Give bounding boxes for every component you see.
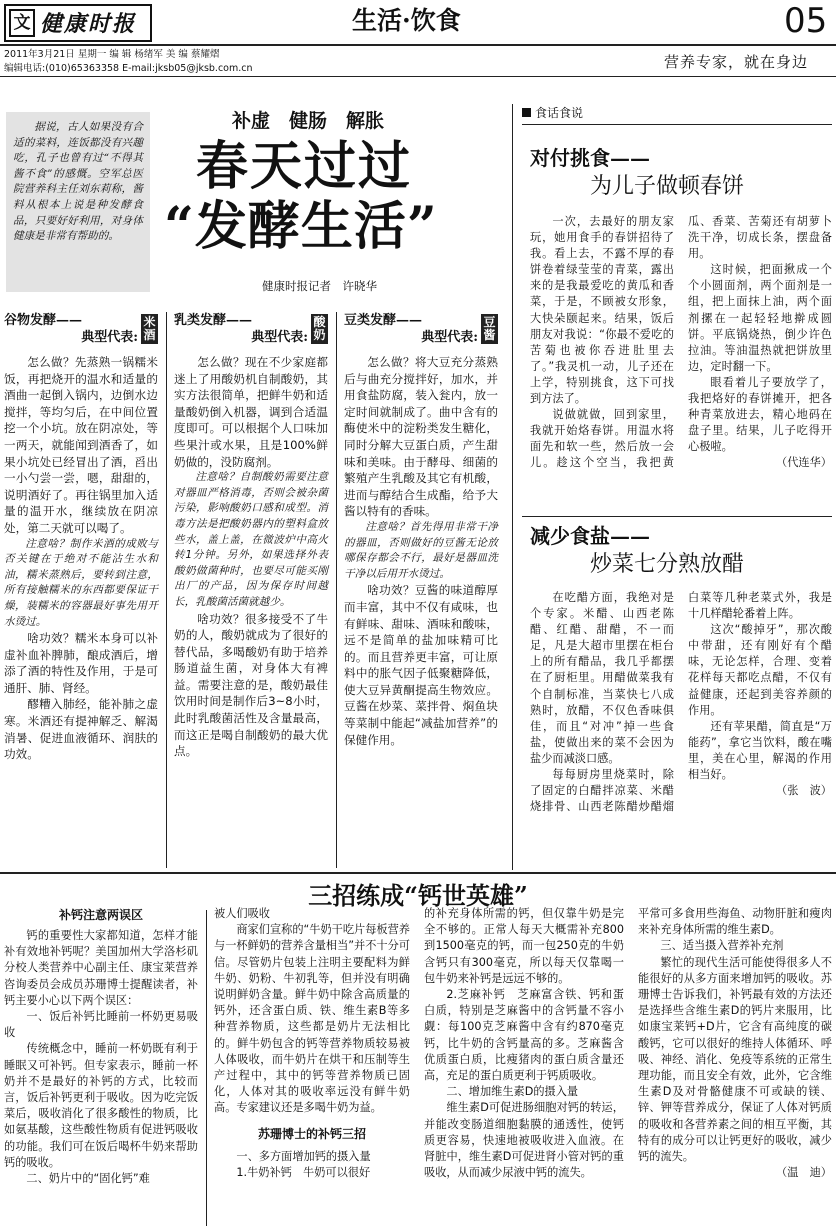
paragraph: 在吃醋方面，我绝对是个专家。米醋、山西老陈醋、红醋、甜醋，不一而足，凡是大超市里摆在柜台上的所有醋品，我几乎都摆在了厨柜里。用醋做菜我有个自制标准，当菜快七八成熟时，放醋，不仅色香味俱佳，而且“对冲”掉一些食盐，使做出来的菜不会因为盐少而减淡口感。	[530, 591, 674, 765]
column-title: 乳类发酵——	[174, 313, 253, 328]
paragraph: 传统概念中，睡前一杯奶既有利于睡眠又可补钙。但专家表示，睡前一杯奶并不是最好的补钙的方式，比较而言，饭后补钙更利于吸收。因为吃完饭菜后，吸收消化了很多酸性的物质，比如氨基酸，这些酸性物质有促进钙吸收的功能。我们可在饭后喝杯牛奶来帮助钙的吸收。	[4, 1042, 198, 1169]
newspaper-logo-icon: 文	[9, 9, 35, 37]
column-subtitle: 典型代表:	[81, 330, 138, 345]
paragraph: 说做就做，回到家里，我就开始烙春饼。用温水将面先和软一些，然后放一会儿。趁这个空当，我把黄瓜、香菜、苦菊还有胡萝卜洗干净，切成长条，摆盘备用。	[530, 215, 832, 470]
masthead-bottom-rule	[0, 76, 836, 77]
column-yogurt	[174, 312, 328, 760]
lead-kicker: 补虚 健肠 解胀	[232, 110, 385, 132]
column-heading	[344, 312, 498, 350]
bottom-col-4	[638, 906, 832, 1181]
paragraph: 这时候，把面揪成一个个小圆面剂，两个面剂是一组，把上面抹上油，两个面剂摞在一起轻轻地擀成圆饼。平底锅烧热，倒少许色拉油。等油温热就把饼放里边，定时翻一下。	[688, 263, 832, 373]
paragraph: 怎么做？将大豆充分蒸熟后与曲充分搅拌好，加水，并用食盐防腐，装入瓮内，放一定时间就制成了。曲中含有的酶使米中的淀粉类发生糖化，同时分解大豆蛋白质，产生甜味和美味。由于酵母、细菌的繁殖产生乳酸及其它有机酸，进而与醇结合生成酯，给予大酱以特有的香味。	[344, 355, 498, 519]
article-author: （温 迪）	[776, 1166, 832, 1180]
column-body	[4, 354, 158, 763]
column-badge: 豆酱	[481, 314, 498, 344]
note-paragraph: 注意啥？首先得用非常干净的器皿，否则做好的豆酱无论放哪保存都会不行，最好是器皿洗干净以后用开水烫过。	[344, 520, 498, 580]
logo-text: 健康时报	[40, 11, 137, 37]
column-subtitle: 典型代表:	[251, 330, 308, 345]
issue-info: 2011年3月21日 星期一 编 辑 杨绪军 美 编 蔡耀熠	[4, 49, 220, 60]
column-divider	[206, 910, 207, 1226]
contact-info: 编辑电话:(010)65363358 E-mail:jksb05@jksb.com.cn	[4, 63, 253, 74]
paragraph: 每每厨房里烧菜时，除了固定的白醋拌凉菜、米醋烧排骨、山西老陈醋炒醋熘白菜等几种老菜式外，我是十几样醋轮番着上阵。	[530, 591, 832, 814]
note-paragraph: 注意啥？自制酸奶需要注意对器皿严格消毒，否则会被杂菌污染，影响酸奶口感和成型。消毒方法是把酸奶器内的塑料盒放些水，盖上盖，在微波炉中高火转1分钟。另外，如果选择外表酸奶做菌种时，也要尽可能买刚出厂的产品，因为保存时间越长，乳酸菌活菌就越少。	[174, 471, 328, 608]
paragraph: 2.芝麻补钙 芝麻富含铁、钙和蛋白质，特别是芝麻酱中的含钙量不容小觑：每100克芝麻酱中含有约870毫克钙，比牛奶的含钙量高的多。芝麻酱含优质蛋白质，比瘦猪肉的蛋白质含量还高，充足的蛋白质更利于钙质吸收。	[424, 988, 624, 1083]
paragraph: 1.牛奶补钙 牛奶可以很好	[236, 1165, 371, 1179]
column-body	[174, 354, 328, 760]
paragraph: 平常可多食用些海鱼、动物肝脏和瘦肉来补充身体所需的维生素D。	[638, 907, 832, 937]
column-badge: 米酒	[141, 314, 158, 344]
article-picky-eating	[530, 144, 832, 544]
paragraph: 还有苹果醋，简直是“万能药”，拿它当饮料，酸在嘴里，美在心里，解渴的作用相当好。	[688, 719, 832, 782]
article-subheadline: 炒菜七分熟放醋	[590, 552, 745, 577]
slogan: 营养专家，就在身边	[664, 53, 809, 71]
paragraph: 的补充身体所需的钙，但仅靠牛奶是完全不够的。正常人每天大概需补充800到1500毫克的钙，而一包250克的牛奶含钙只有300毫克，所以每天仅靠喝一包牛奶来补钙是远远不够的。	[424, 907, 624, 985]
masthead	[0, 0, 836, 80]
column-title: 豆类发酵——	[344, 313, 423, 328]
lead-headline-2: “发酵生活”	[164, 196, 438, 257]
column-rice-wine	[4, 312, 158, 763]
paragraph: 醪糟入肺经，能补肺之虚寒。米酒还有提神解乏、解渴消暑、促进血液循环、润肤的功效。	[4, 697, 158, 762]
article-author: （代连华）	[776, 456, 832, 470]
lead-byline: 健康时报记者 许晓华	[262, 279, 377, 293]
page-number: 05	[784, 1, 828, 41]
column-soybean-paste	[344, 312, 498, 748]
paragraph: 二、增加维生素D的摄入量	[446, 1085, 579, 1099]
article-headline: 减少食盐——	[530, 524, 650, 548]
article-body	[530, 590, 832, 870]
paragraph: 钙的重要性大家都知道，怎样才能补有效地补钙呢？美国加州大学洛杉矶分校人类营养中心副主任、康宝莱营养咨询委员会成员苏珊博士提醒读者，补钙主要小心以下两个误区：	[4, 929, 198, 1007]
bottom-headline: 三招练成“钙世英雄”	[308, 881, 528, 910]
paragraph: 维生素D可促进肠细胞对钙的转运，并能改变肠道细胞黏膜的通透性，使钙质更容易，快速地被吸收进入血液。在肾脏中，维生素D可促进肾小管对钙的重吸收，从而减少尿液中钙的流失。	[424, 1101, 624, 1180]
paragraph: 繁忙的现代生活可能使得很多人不能很好的从多方面来增加钙的吸收。苏珊博士告诉我们，补钙最有效的方法还是选择些含维生素D的钙片来服用，比如康宝莱钙+D片，它含有高纯度的碳酸钙，它可以很好的维持人体循环、呼吸、神经、消化、免疫等系统的正常生理功能，而且安全有效，此外，它含维生素D及对骨骼健康不可或缺的镁、锌、钾等营养成分，保证了人体对钙质的吸收和各营养素之间的相互平衡，其特有的成分可以让钙更好的吸收，减少钙的流失。	[638, 955, 832, 1164]
paragraph: 三、适当摄入营养补充剂	[660, 939, 784, 953]
column-title: 谷物发酵——	[4, 313, 83, 328]
paragraph: 一次，去最好的朋友家玩，她用食手的春饼招待了我。看上去，不露不厚的春饼卷着绿莹莹的青菜，露出来的是我最爱吃的黄瓜和香菜，于是，不顾被女形象，大快朵颐起来。结果，饭后朋友对我说：“你最不爱吃的苦菊也被你吞进肚里去了。”我灵机一动，儿子还在上学，特别挑食，这下可找到方法了。	[530, 215, 674, 406]
column-subtitle: 典型代表:	[421, 330, 478, 345]
paragraph: 商家们宣称的“牛奶干吃片每板营养与一杯鲜奶的营养含量相当”并不十分可信。尽管奶片包装上注明主要配料为鲜牛奶、奶粉、牛初乳等，但并没有明确说明鲜奶含量。鲜牛奶中除含高质量的钙外，还含蛋白质、铁、维生素B等多种营养物质，这些都是奶片无法相比的。鲜牛奶包含的钙等营养物质较易被人体吸收，而牛奶片在烘干和压制等生产过程中，其中的钙等营养物质已固化，人体对其的吸收率远没有鲜牛奶高。专家建议还是多喝牛奶为益。	[214, 923, 410, 1115]
section-label-text: 食话食说	[535, 106, 584, 120]
bottom-col-2	[214, 906, 410, 1181]
column-heading	[4, 312, 158, 350]
paragraph: 一、多方面增加钙的摄入量	[236, 1149, 371, 1163]
paragraph: 被人们吸收	[214, 907, 270, 920]
paragraph: 啥功效？糯米本身可以补虚补血补脾肺，酿成酒后，增添了酒的特性及作用，于是可通肝、肺、肾经。	[4, 631, 158, 695]
square-bullet-icon	[522, 108, 531, 117]
article-author: （张 波）	[776, 784, 832, 798]
lead-intro: 据说，古人如果没有合适的菜料，连饭都没有兴趣吃，孔子也曾有过“不得其酱不食”的感慨。空军总医院营养科主任刘东莉称，酱料从根本上说是种发酵食品，只要好好利用，对身体健康是非常有帮助的。	[6, 112, 150, 292]
column-heading	[174, 312, 328, 350]
article-body	[530, 214, 832, 544]
bottom-section-rule	[0, 872, 836, 874]
paragraph: 这次“酸掉牙”，那次酸中带甜，还有刚好有个醋味，无论怎样，合理、变着花样每天都吃点醋，不仅有益健康，还起到美容养颜的作用。	[688, 623, 832, 717]
column-body	[344, 354, 498, 748]
paragraph: 二、奶片中的“固化钙”难	[26, 1172, 150, 1186]
paragraph: 啥功效？很多接受不了牛奶的人，酸奶就成为了很好的替代品，多喝酸奶有助于培养肠道益生菌，对身体大有裨益。需要注意的是，酸奶最佳饮用时间是制作后3~8小时，此时乳酸菌活性及含量最高，而这正是喝自制酸奶的最大优点。	[174, 611, 328, 759]
paragraph: 怎么做？现在不少家庭都迷上了用酸奶机自制酸奶，其实方法很简单，把鲜牛奶和适量酸奶倒入机器，调到合适温度即可。可以根据个人口味加些果汁或水果，且是100%鲜奶做的，没防腐剂。	[174, 355, 328, 469]
paragraph: 啥功效？豆酱的味道醇厚而丰富，其中不仅有咸味，也有鲜味、甜味、酒味和酸味，远不是简单的盐加味精可比的。而且营养更丰富，可让原料中的胀气因子低聚糖降低，使大豆异黄酮提高生物效应。豆酱在炒菜、菜拌骨、焖鱼块等菜制中能起“减盐加营养”的保健作用。	[344, 583, 498, 747]
article-divider	[522, 516, 832, 517]
column-divider	[336, 312, 337, 868]
column-divider	[166, 312, 167, 868]
article-less-salt	[530, 522, 832, 870]
subhead: 苏珊博士的补钙三招	[257, 1126, 366, 1141]
logo	[4, 4, 152, 42]
subhead: 补钙注意两误区	[58, 908, 143, 922]
section-divider	[512, 104, 513, 870]
section-label	[522, 104, 832, 125]
paragraph: 怎么做？先蒸熟一锅糯米饭，再把烧开的温水和适量的酒曲一起倒入锅内，边倒水边搅拌，等均匀后，在中间位置挖一个小坑。放在阴凉处，等一两天，就能闻到酒香了，如果小坑处已经冒出了酒，舀出一小勺尝一尝，嗯，甜甜的，说明酒好了。再往锅里加入适量的温开水，继续放在阴凉处，第二天就可以喝了。	[4, 355, 158, 535]
section-title: 生活·饮食	[352, 6, 461, 35]
paragraph: 眼看着儿子要放学了，我把烙好的春饼摊开，把各种青菜放进去，精心地码在盘子里。结果，儿子吃得开心极啦。	[688, 375, 832, 454]
masthead-rule	[0, 44, 836, 46]
note-paragraph: 注意啥？制作米酒的成败与否关键在于绝对不能沾生水和油，糯米蒸熟后，要转到注意，所有接触糯米的东西都要保证干燥，装糯米的容器最好事先用开水烫过。	[4, 537, 158, 628]
food-talk-section	[522, 104, 832, 125]
article-subheadline: 为儿子做顿春饼	[590, 174, 745, 199]
lead-headline-1: 春天过过	[196, 136, 413, 197]
article-headline: 对付挑食——	[530, 146, 650, 170]
bottom-col-3	[424, 906, 624, 1181]
paragraph: 一、饭后补钙比睡前一杯奶更易吸收	[4, 1010, 198, 1040]
bottom-col-1	[4, 906, 198, 1187]
column-badge: 酸奶	[311, 314, 328, 344]
